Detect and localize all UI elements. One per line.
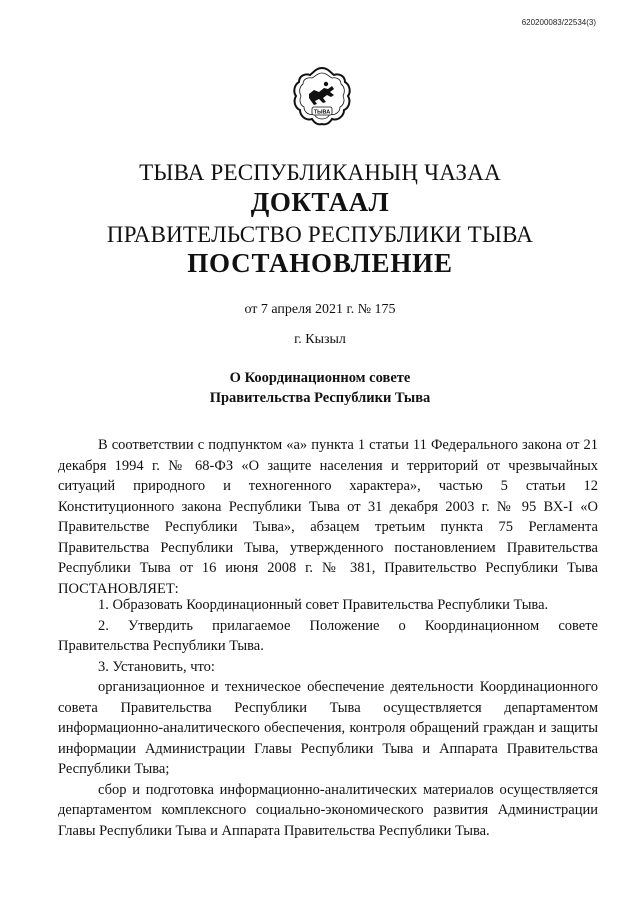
date-and-number: от 7 апреля 2021 г. № 175	[244, 302, 396, 317]
resolution-items	[58, 595, 598, 841]
russian-government-title: ПРАВИТЕЛЬСТВО РЕСПУБЛИКИ ТЫВА	[106, 222, 534, 247]
preamble-text: В соответствии с подпунктом «а» пункта 1 статьи 11 Федерального закона от 21 декабря 1994 г. № 68-ФЗ «О защите населения и территорий от чрезвычайных ситуаций природного и техногенного характера», частью 5 статьи 12 Конституционного закона Республики Тыва от 31 декабря 2003 г. № 95 ВХ-I «О Правительстве Республики Тыва», абзацем третьим пункта 75 Регламента Правительства Республики Тыва, утвержденного постановлением Правительства Республики Тыва от 16 июня 2008 г. № 381, Правительство Республики Тыва ПОСТАНОВЛЯЕТ:	[58, 437, 598, 597]
tyva-document-type: ДОКТААЛ	[250, 187, 390, 217]
subject-line-1: О Координационном совете	[229, 370, 411, 386]
city: г. Кызыл	[294, 332, 346, 347]
tyva-government-title: ТЫВА РЕСПУБЛИКАНЫҢ ЧАЗАА	[139, 160, 501, 185]
item-3: 3. Установить, что:	[98, 658, 215, 675]
item-3-clause-2: сбор и подготовка информационно-аналитических материалов осуществляется департаментом комплексного социально-экономического развития Администрации Главы Республики Тыва и Аппарата Правительства Республики Тыва.	[58, 781, 598, 839]
russian-document-type: ПОСТАНОВЛЕНИЕ	[187, 248, 453, 278]
document-number: 620200083/22534(3)	[521, 18, 596, 27]
item-3-clause-1: организационное и техническое обеспечение деятельности Координационного совета Правительства Республики Тыва осуществляется департаментом информационно-аналитического обеспечения, контроля обращений граждан и защиты информации Администрации Главы Республики Тыва и Аппарата Правительства Республики Тыва;	[58, 679, 598, 777]
item-1: 1. Образовать Координационный совет Правительства Республики Тыва.	[98, 597, 549, 613]
item-2: 2. Утвердить прилагаемое Положение о Координационном совете Правительства Республики Тыва.	[58, 617, 598, 654]
document-subject	[0, 368, 640, 408]
emblem-caption: ТЫВА	[313, 109, 331, 116]
coat-of-arms-emblem	[290, 64, 354, 128]
preamble	[58, 435, 598, 599]
subject-line-2: Правительства Республики Тыва	[209, 390, 431, 406]
